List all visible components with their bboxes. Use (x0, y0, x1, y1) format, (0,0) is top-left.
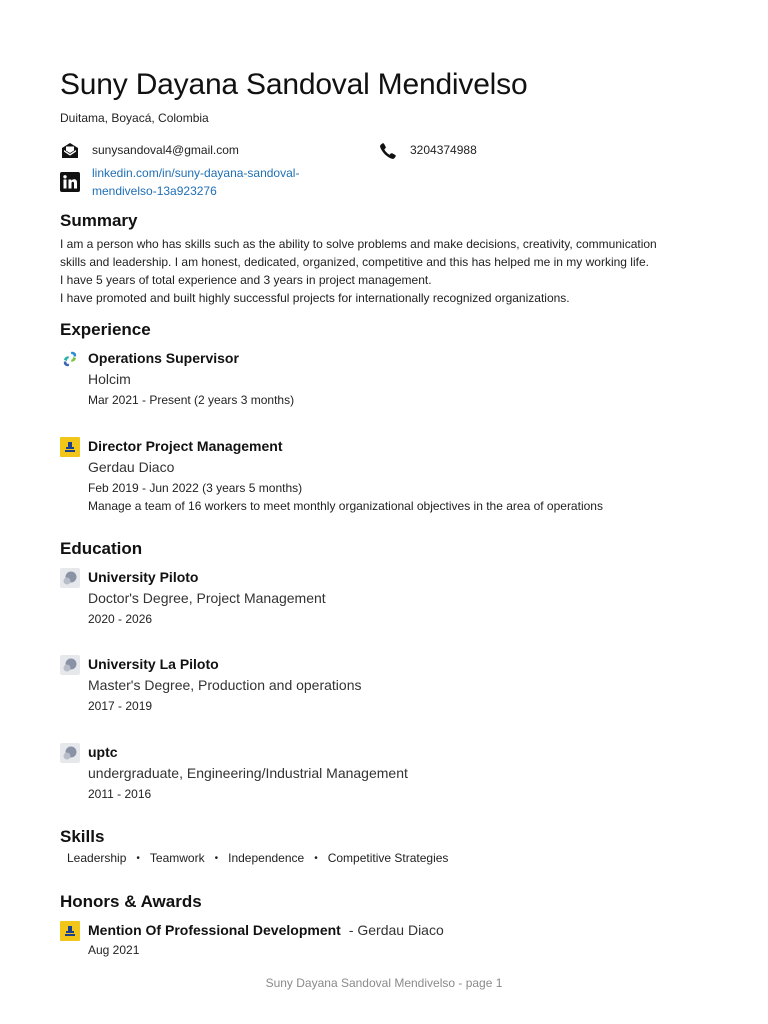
education-dates: 2017 - 2019 (88, 699, 153, 713)
experience-role: Operations Supervisor (88, 350, 239, 366)
education-dates: 2011 - 2016 (88, 787, 152, 801)
summary-line: I am a person who has skills such as the ability to solve problems and make decisions, creativity, communication (60, 237, 657, 251)
bullet-separator: • (214, 852, 219, 864)
award-item (60, 921, 720, 965)
linkedin-icon (60, 172, 80, 192)
page-footer: Suny Dayana Sandoval Mendivelso - page 1 (265, 976, 503, 990)
award-date: Aug 2021 (88, 943, 140, 957)
summary-line: skills and leadership. I am honest, dedicated, organized, competitive and this has helped me in my working life. (60, 255, 649, 269)
award-org: - Gerdau Diaco (348, 922, 444, 938)
education-item (60, 655, 720, 715)
education-heading: Education (60, 539, 143, 558)
school-logo-icon (60, 743, 80, 763)
phone-contact[interactable] (378, 141, 477, 161)
school-logo-icon (60, 655, 80, 675)
gerdau-logo-icon (60, 437, 80, 457)
education-school: University La Piloto (88, 656, 219, 672)
education-degree: Doctor's Degree, Project Management (88, 590, 326, 606)
summary-heading: Summary (60, 211, 138, 230)
linkedin-contact[interactable] (60, 164, 299, 200)
education-item (60, 743, 720, 803)
bullet-separator: • (314, 852, 318, 864)
summary-line: I have 5 years of total experience and 3 years in project management. (60, 273, 432, 287)
skill-item: Independence (228, 851, 305, 865)
skills-list (67, 851, 448, 865)
candidate-location: Duitama, Boyacá, Colombia (60, 111, 209, 125)
school-logo-icon (60, 568, 80, 588)
skill-item: Leadership (67, 851, 127, 865)
experience-company: Holcim (88, 371, 131, 387)
experience-dates: Mar 2021 - Present (2 years 3 months) (88, 393, 295, 407)
candidate-name: Suny Dayana Sandoval Mendivelso (60, 68, 528, 101)
skill-item: Competitive Strategies (327, 851, 449, 865)
awards-heading: Honors & Awards (60, 892, 202, 911)
email-text: sunysandoval4@gmail.com (92, 143, 239, 157)
education-item (60, 568, 720, 628)
summary-text (60, 235, 710, 307)
experience-company: Gerdau Diaco (88, 459, 175, 475)
summary-line: I have promoted and built highly successful projects for internationally recognized organizations. (60, 291, 570, 305)
education-school: uptc (88, 744, 118, 760)
skills-heading: Skills (60, 827, 105, 846)
education-dates: 2020 - 2026 (88, 612, 153, 626)
phone-text: 3204374988 (410, 143, 477, 157)
envelope-icon (60, 141, 80, 161)
education-school: University Piloto (88, 569, 199, 585)
experience-item (60, 349, 720, 409)
gerdau-logo-icon (60, 921, 80, 941)
experience-item (60, 437, 720, 517)
linkedin-link-line-2: mendivelso-13a923276 (92, 184, 217, 198)
experience-dates: Feb 2019 - Jun 2022 (3 years 5 months) (88, 481, 303, 495)
linkedin-link-line-1: linkedin.com/in/suny-dayana-sandoval- (92, 166, 300, 180)
experience-description: Manage a team of 16 workers to meet monthly organizational objectives in the area of operations (88, 499, 603, 513)
email-contact[interactable] (60, 141, 239, 161)
education-degree: undergraduate, Engineering/Industrial Management (88, 765, 408, 781)
bullet-separator: • (136, 852, 140, 864)
phone-icon (378, 141, 398, 161)
skill-item: Teamwork (149, 851, 205, 865)
experience-role: Director Project Management (88, 438, 283, 454)
award-name: Mention Of Professional Development (88, 922, 341, 938)
holcim-logo-icon (60, 349, 80, 369)
linkedin-link[interactable] (92, 164, 299, 200)
experience-heading: Experience (60, 320, 151, 339)
education-degree: Master's Degree, Production and operations (88, 677, 362, 693)
